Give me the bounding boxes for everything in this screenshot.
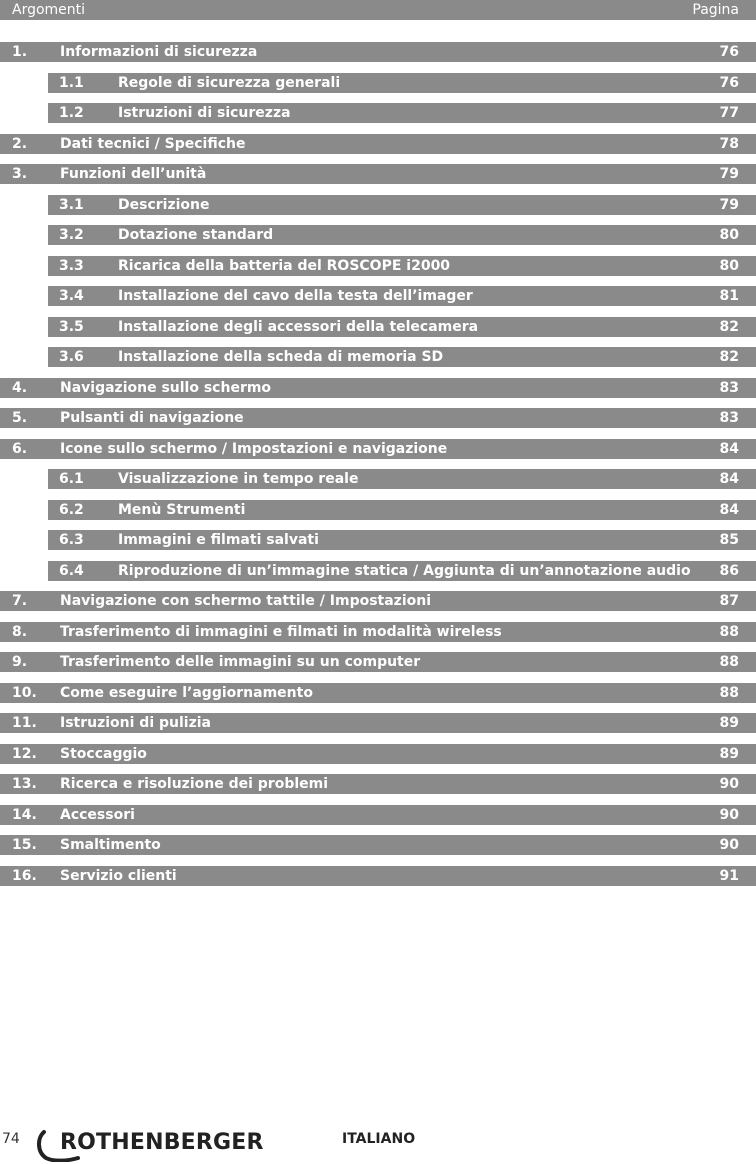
toc-entry-title: Istruzioni di sicurezza: [118, 105, 291, 121]
toc-entry-page: 90: [719, 776, 739, 792]
toc-entry-title: Icone sullo schermo / Impostazioni e navigazione: [60, 441, 448, 457]
toc-entry-number: 7.: [12, 593, 28, 609]
toc-entry-number: 12.: [12, 746, 37, 762]
toc-section-row[interactable]: [0, 439, 756, 459]
toc-section-row[interactable]: [0, 683, 756, 703]
toc-entry-title: Immagini e filmati salvati: [118, 532, 319, 548]
toc-entry-number: 6.4: [59, 563, 84, 579]
toc-entry-number: 3.4: [59, 288, 84, 304]
toc-entry-title: Trasferimento delle immagini su un computer: [60, 654, 421, 670]
toc-entry-page: 88: [719, 624, 739, 640]
toc-section-row[interactable]: [0, 805, 756, 825]
toc-entry-title: Trasferimento di immagini e filmati in modalità wireless: [60, 624, 502, 640]
toc-entry-page: 77: [719, 105, 739, 121]
toc-entry-title: Installazione del cavo della testa dell’imager: [118, 288, 473, 304]
toc-entry-number: 4.: [12, 380, 28, 396]
toc-entry-title: Servizio clienti: [60, 868, 177, 884]
toc-entry-title: Descrizione: [118, 197, 210, 213]
toc-entry-number: 8.: [12, 624, 28, 640]
toc-entry-page: 89: [719, 746, 739, 762]
toc-entry-number: 1.: [12, 44, 28, 60]
toc-section-row[interactable]: [0, 42, 756, 62]
page-number: 74: [2, 1131, 20, 1147]
header-topics-label: Argomenti: [12, 2, 86, 18]
toc-entry-title: Installazione degli accessori della telecamera: [118, 319, 479, 335]
toc-entry-page: 90: [719, 837, 739, 853]
brand-logo: [34, 1128, 264, 1164]
toc-entry-page: 86: [719, 563, 739, 579]
toc-entry-page: 91: [719, 868, 739, 884]
toc-section-row[interactable]: [0, 713, 756, 733]
toc-entry-number: 6.3: [59, 532, 84, 548]
toc-subsection-row[interactable]: [48, 530, 756, 550]
toc-entry-title: Funzioni dell’unità: [60, 166, 207, 182]
toc-entry-number: 3.2: [59, 227, 84, 243]
toc-entry-number: 3.6: [59, 349, 84, 365]
toc-entry-page: 84: [719, 502, 739, 518]
toc-entry-page: 90: [719, 807, 739, 823]
toc-section-row[interactable]: [0, 744, 756, 764]
toc-entry-title: Dati tecnici / Specifiche: [60, 136, 246, 152]
toc-entry-number: 6.1: [59, 471, 84, 487]
toc-entry-number: 1.2: [59, 105, 84, 121]
toc-entry-number: 11.: [12, 715, 37, 731]
toc-entry-title: Informazioni di sicurezza: [60, 44, 258, 60]
toc-entry-number: 6.: [12, 441, 28, 457]
toc-entry-page: 76: [719, 44, 739, 60]
toc-entry-title: Accessori: [60, 807, 135, 823]
toc-section-row[interactable]: [0, 835, 756, 855]
toc-entry-number: 9.: [12, 654, 28, 670]
toc-entry-number: 2.: [12, 136, 28, 152]
toc-entry-page: 81: [719, 288, 739, 304]
toc-section-row[interactable]: [0, 134, 756, 154]
toc-entry-page: 87: [719, 593, 739, 609]
toc-section-row[interactable]: [0, 378, 756, 398]
toc-entry-title: Menù Strumenti: [118, 502, 246, 518]
toc-section-row[interactable]: [0, 652, 756, 672]
toc-subsection-row[interactable]: [48, 561, 756, 581]
toc-entry-page: 83: [719, 380, 739, 396]
toc-subsection-row[interactable]: [48, 469, 756, 489]
toc-entry-title: Navigazione sullo schermo: [60, 380, 272, 396]
toc-entry-title: Pulsanti di navigazione: [60, 410, 244, 426]
toc-section-row[interactable]: [0, 408, 756, 428]
toc-entry-page: 80: [719, 258, 739, 274]
toc-entry-title: Riproduzione di un’immagine statica / Aggiunta di un’annotazione audio: [118, 563, 691, 579]
toc-entry-page: 79: [719, 197, 739, 213]
toc-entry-title: Navigazione con schermo tattile / Impostazioni: [60, 593, 432, 609]
toc-entry-page: 89: [719, 715, 739, 731]
toc-entry-page: 83: [719, 410, 739, 426]
toc-section-row[interactable]: [0, 622, 756, 642]
toc-entry-number: 10.: [12, 685, 37, 701]
toc-entry-number: 14.: [12, 807, 37, 823]
toc-entry-number: 3.3: [59, 258, 84, 274]
toc-entry-title: Come eseguire l’aggiornamento: [60, 685, 313, 701]
toc-entry-title: Istruzioni di pulizia: [60, 715, 211, 731]
toc-entry-title: Ricerca e risoluzione dei problemi: [60, 776, 329, 792]
toc-entry-number: 13.: [12, 776, 37, 792]
toc-entry-title: Visualizzazione in tempo reale: [118, 471, 359, 487]
toc-entry-page: 76: [719, 75, 739, 91]
toc-entry-page: 88: [719, 685, 739, 701]
toc-entry-number: 3.5: [59, 319, 84, 335]
toc-entry-number: 15.: [12, 837, 37, 853]
toc-subsection-row[interactable]: [48, 195, 756, 215]
toc-entry-number: 1.1: [59, 75, 84, 91]
toc-entry-page: 82: [719, 349, 739, 365]
toc-section-row[interactable]: [0, 866, 756, 886]
toc-subsection-row[interactable]: [48, 500, 756, 520]
toc-entry-page: 88: [719, 654, 739, 670]
toc-entry-number: 16.: [12, 868, 37, 884]
toc-subsection-row[interactable]: [48, 225, 756, 245]
toc-entry-number: 3.1: [59, 197, 84, 213]
toc-entry-title: Dotazione standard: [118, 227, 274, 243]
toc-subsection-row[interactable]: [48, 286, 756, 306]
toc-entry-number: 6.2: [59, 502, 84, 518]
toc-entry-title: Regole di sicurezza generali: [118, 75, 341, 91]
toc-subsection-row[interactable]: [48, 317, 756, 337]
toc-entry-title: Smaltimento: [60, 837, 161, 853]
language-label: ITALIANO: [342, 1131, 416, 1147]
toc-entry-page: 82: [719, 319, 739, 335]
toc-entry-page: 79: [719, 166, 739, 182]
toc-entry-page: 84: [719, 441, 739, 457]
toc-entry-number: 3.: [12, 166, 28, 182]
toc-entry-title: Ricarica della batteria del ROSCOPE i2000: [118, 258, 451, 274]
toc-entry-page: 78: [719, 136, 739, 152]
toc-entry-page: 85: [719, 532, 739, 548]
brand-name: ROTHENBERGER: [60, 1130, 264, 1155]
header-page-label: Pagina: [692, 2, 739, 18]
toc-entry-number: 5.: [12, 410, 28, 426]
toc-section-row[interactable]: [0, 591, 756, 611]
toc-section-row[interactable]: [0, 774, 756, 794]
toc-subsection-row[interactable]: [48, 347, 756, 367]
toc-entry-page: 84: [719, 471, 739, 487]
toc-entry-title: Stoccaggio: [60, 746, 147, 762]
toc-subsection-row[interactable]: [48, 103, 756, 123]
toc-entry-page: 80: [719, 227, 739, 243]
toc-subsection-row[interactable]: [48, 256, 756, 276]
toc-subsection-row[interactable]: [48, 73, 756, 93]
toc-header: [0, 0, 756, 20]
toc-section-row[interactable]: [0, 164, 756, 184]
toc-entry-title: Installazione della scheda di memoria SD: [118, 349, 444, 365]
